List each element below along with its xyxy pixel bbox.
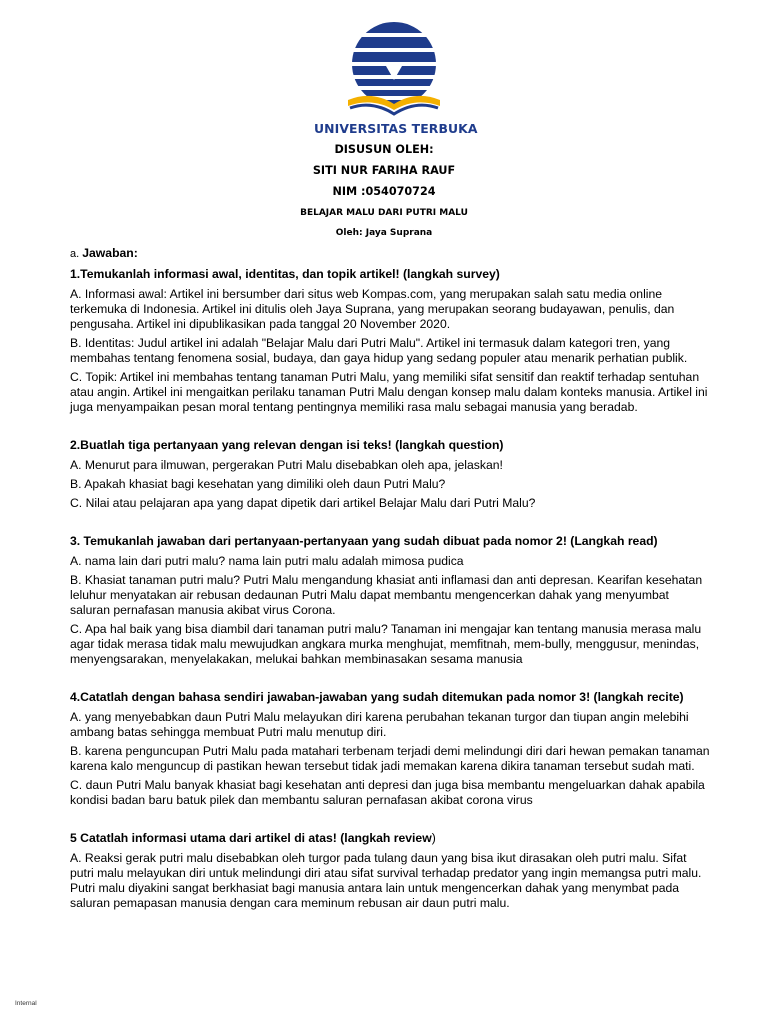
paragraph: C. Apa hal baik yang bisa diambil dari tanaman putri malu? Tanaman ini mengajar kan tentang manusia merasa malu agar tidak merasa tidak malu mewujudkan angkara murka menghujat, memfitnah, mem-bully, menggusur, menindas, menyengsarakan, menyelakakan, melukai bahkan membinasakan sesama manusia: [70, 622, 702, 666]
paragraph: C. daun Putri Malu banyak khasiat bagi kesehatan anti depresi dan juga bisa membantu mengeluarkan dahak apabila kondisi badan baru batuk pilek dan membantu saluran pernafasan akibat corona virus: [70, 778, 705, 807]
section-1: [70, 267, 710, 415]
answer-label: a. Jawaban:: [70, 246, 138, 260]
section-3: [70, 534, 710, 667]
section-title: 2.Buatlah tiga pertanyaan yang relevan dengan isi teks! (langkah question): [70, 438, 504, 452]
paragraph: B. Apakah khasiat bagi kesehatan yang dimiliki oleh daun Putri Malu?: [70, 477, 446, 491]
section-title: 1.Temukanlah informasi awal, identitas, dan topik artikel! (langkah survey): [70, 267, 500, 281]
disusun-heading: DISUSUN OLEH:: [334, 143, 434, 156]
logo-text: UNIVERSITAS TERBUKA: [314, 121, 478, 136]
paragraph: C. Topik: Artikel ini membahas tentang tanaman Putri Malu, yang memiliki sifat sensitif dan reaktif terhadap sentuhan atau angin. Artikel ini mengaitkan perilaku tanaman Putri Malu dengan konsep malu dalam konteks manusia. Artikel ini juga menyampaikan pesan moral tentang pentingnya memiliki rasa malu sebagai manusia yang beradab.: [70, 370, 708, 414]
paragraph: B. karena penguncupan Putri Malu pada matahari terbenam terjadi demi melindungi diri dari hewan pemakan tanaman karena kalo menguncup di pastikan hewan tersebut tidak jadi memakan karena dikira tanaman tersebut sudah mati.: [70, 744, 710, 773]
section-2: [70, 438, 710, 511]
paragraph: A. Reaksi gerak putri malu disebabkan oleh turgor pada tulang daun yang bisa ikut dirasakan oleh putri malu. Sifat putri malu melayukan diri untuk melindungi diri atau sifat survival terhadap predator yang ingin memangsa putri malu. Putri malu diyakini sangat berkhasiat bagi manusia antara lain untuk mengencerkan dahak yang menymbat pada saluran pemapasan manusia dengan cara meminum rebusan air daun putri malu.: [70, 851, 702, 910]
document-body: [70, 246, 710, 915]
logo-emblem-icon: [314, 20, 474, 120]
article-title: BELAJAR MALU DARI PUTRI MALU: [300, 208, 468, 218]
paragraph: A. Menurut para ilmuwan, pergerakan Putri Malu disebabkan oleh apa, jelaskan!: [70, 458, 503, 472]
university-logo: [314, 20, 478, 138]
article-author: Oleh: Jaya Suprana: [335, 228, 433, 238]
section-title: 4.Catatlah dengan bahasa sendiri jawaban-jawaban yang sudah ditemukan pada nomor 3! (langkah recite): [70, 690, 684, 704]
paragraph: C. Nilai atau pelajaran apa yang dapat dipetik dari artikel Belajar Malu dari Putri Malu?: [70, 496, 536, 510]
paragraph: B. Identitas: Judul artikel ini adalah "Belajar Malu dari Putri Malu". Artikel ini termasuk dalam kategori tren, yang membahas tentang fenomena sosial, budaya, dan gaya hidup yang sedang populer atau menarik perhatian publik.: [70, 336, 688, 365]
student-nim: NIM :054070724: [332, 185, 436, 198]
paragraph: B. Khasiat tanaman putri malu? Putri Malu mengandung khasiat anti inflamasi dan anti depresan. Kearifan kesehatan leluhur menyatakan air rebusan dedaunan Putri Malu dapat membantu mengencerkan dahak yang menyumbat saluran pernafasan manusia akibat virus Corona.: [70, 573, 703, 617]
paragraph: A. yang menyebabkan daun Putri Malu melayukan diri karena perubahan tekanan turgor dan tiupan angin melebihi ambang batas sehingga membuat Putri malu menutup diri.: [70, 710, 689, 739]
section-title: 3. Temukanlah jawaban dari pertanyaan-pertanyaan yang sudah dibuat pada nomor 2! (Langkah read): [70, 534, 658, 548]
section-title: 5 Catatlah informasi utama dari artikel di atas! (langkah review): [70, 831, 436, 845]
paragraph: A. nama lain dari putri malu? nama lain putri malu adalah mimosa pudica: [70, 554, 464, 568]
paragraph: A. Informasi awal: Artikel ini bersumber dari situs web Kompas.com, yang merupakan salah satu media online terkemuka di Indonesia. Artikel ini ditulis oleh Jaya Suprana, yang merupakan seorang budayawan, penulis, dan pengusaha. Artikel ini dipublikasikan pada tanggal 20 November 2020.: [70, 287, 675, 331]
section-5: [70, 831, 710, 911]
section-4: [70, 690, 710, 808]
footer-label: Internal: [15, 1000, 37, 1007]
author-name: SITI NUR FARIHA RAUF: [312, 164, 456, 177]
